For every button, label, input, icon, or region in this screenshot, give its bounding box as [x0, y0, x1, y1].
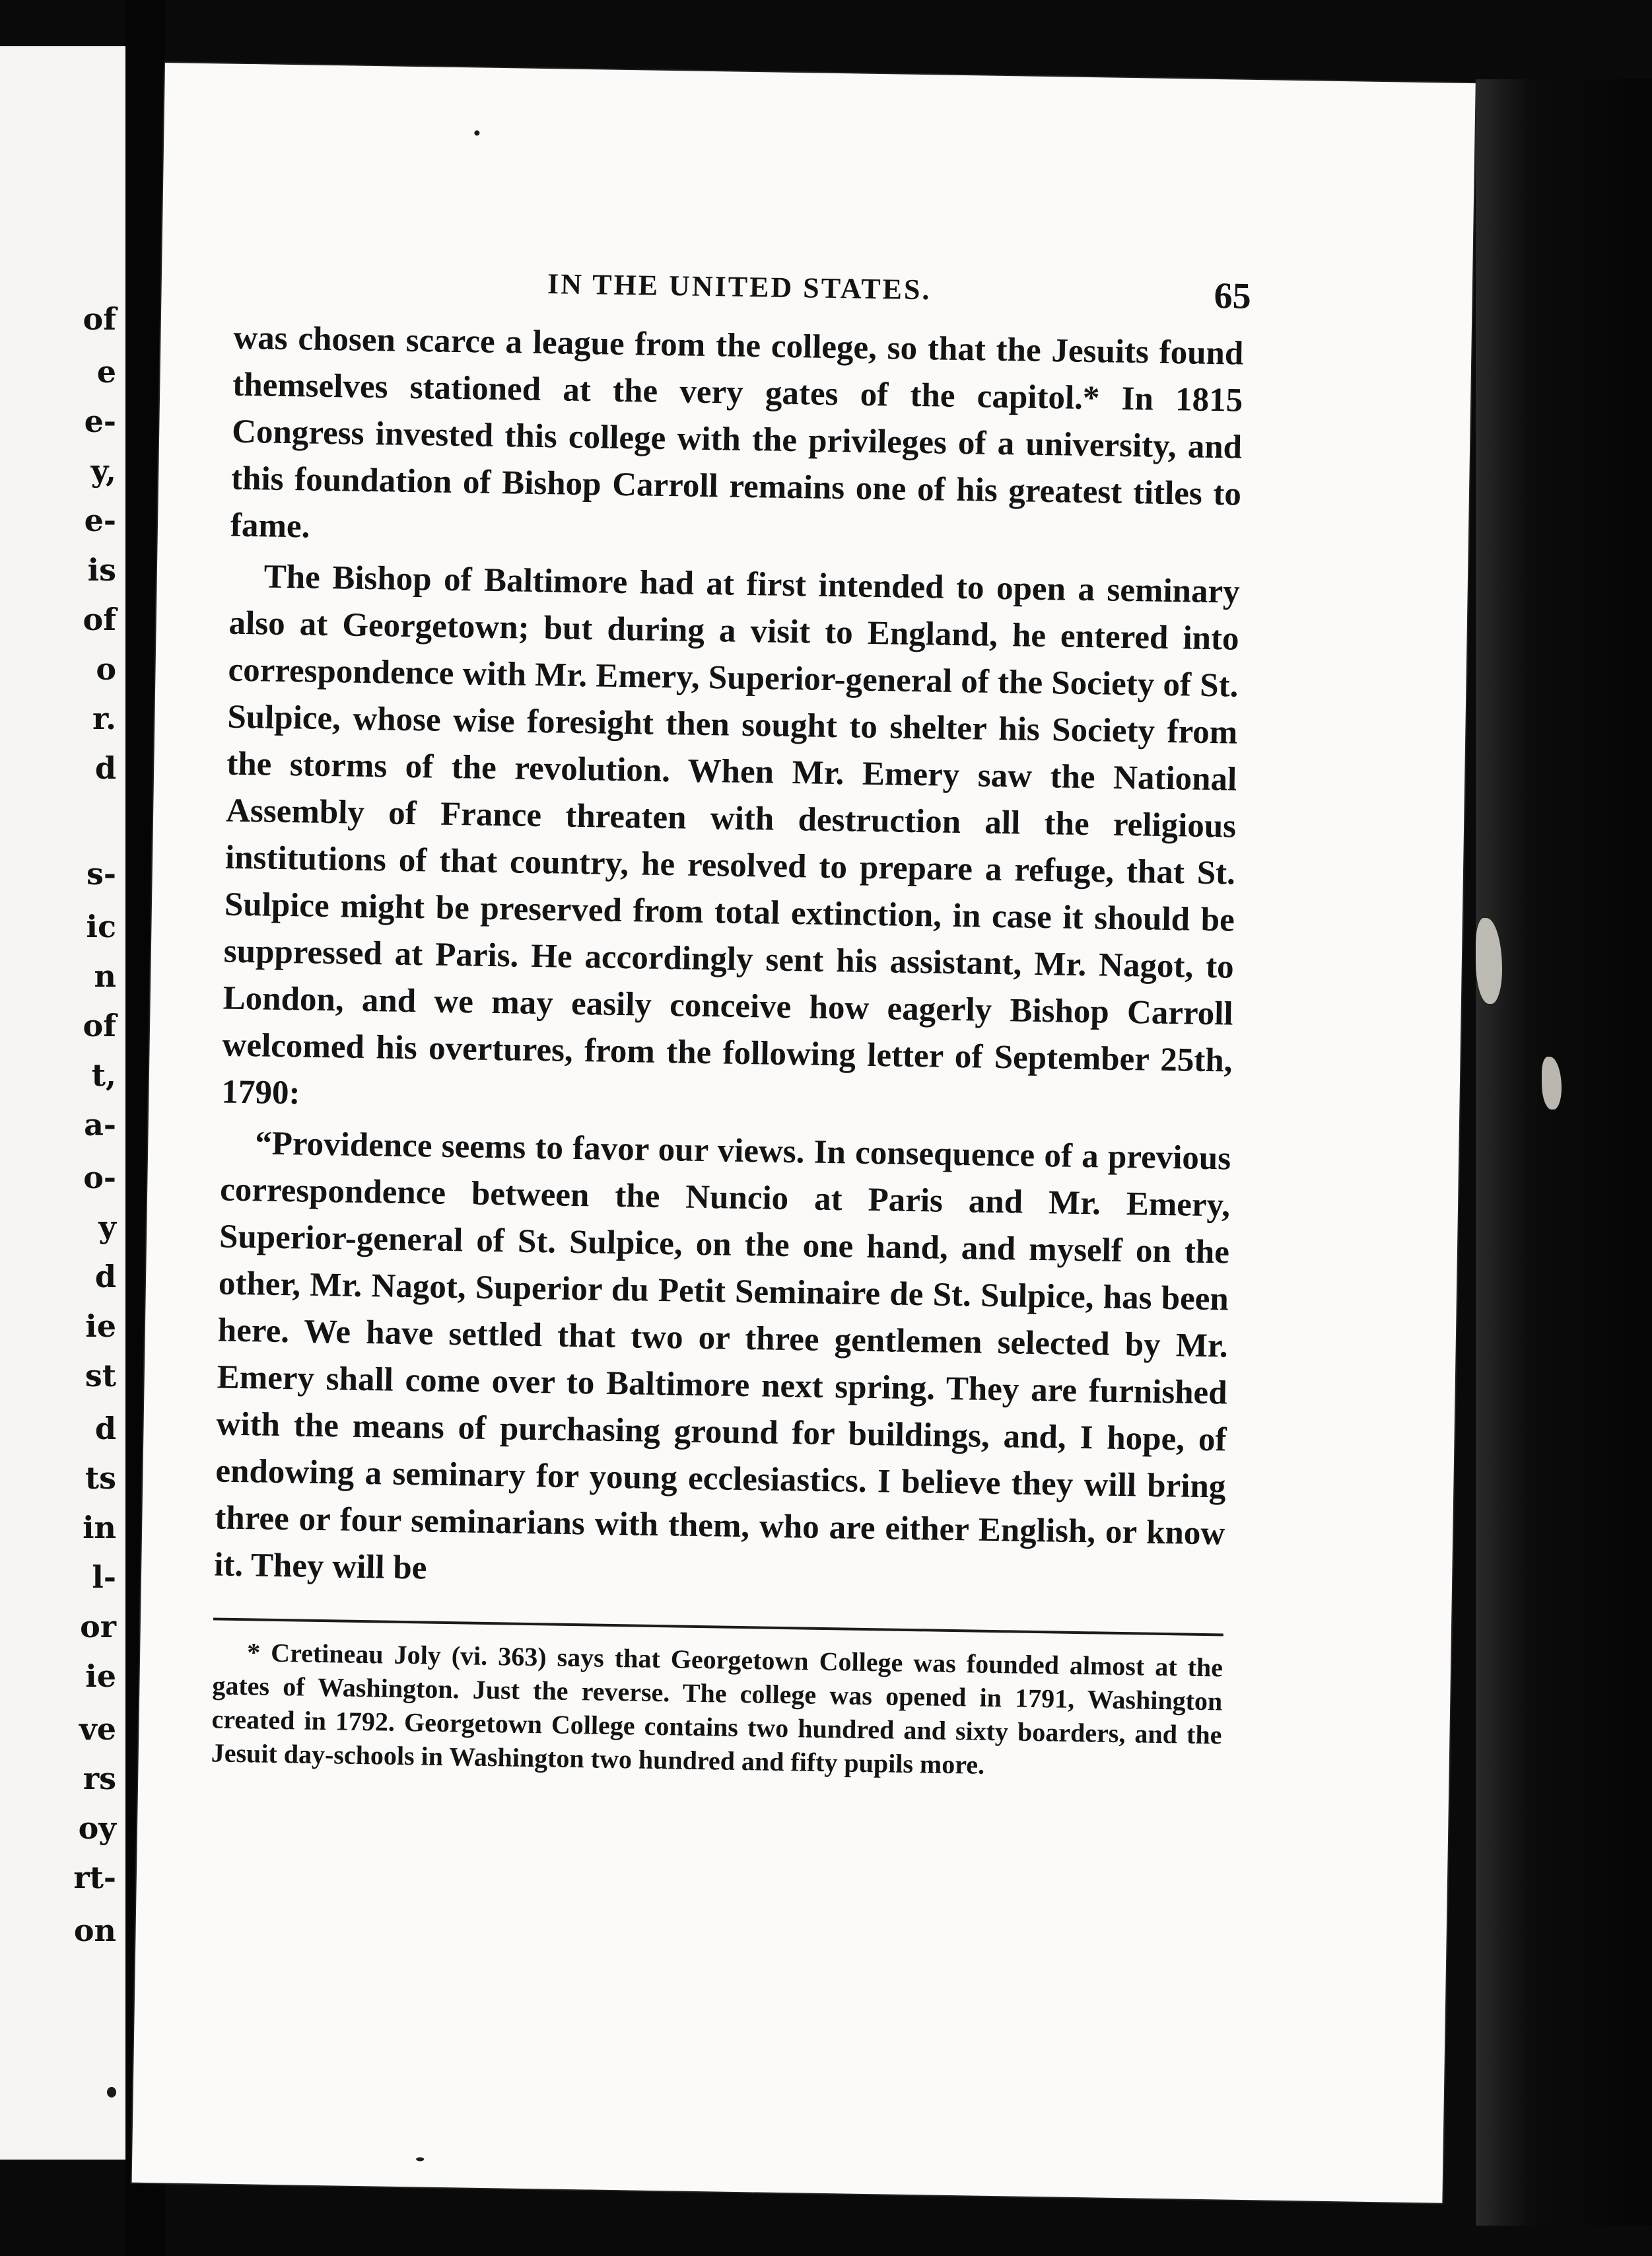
left-page-fragment: a- — [84, 1107, 116, 1143]
footnote-rule — [213, 1617, 1223, 1636]
left-page-fragment: e- — [84, 503, 116, 538]
left-page-fragment: of — [83, 602, 116, 637]
page-number: 65 — [1214, 275, 1252, 317]
page-text-block — [211, 262, 1252, 1786]
left-page-fragment: d — [94, 1259, 116, 1294]
left-page-fragment: ic — [86, 909, 116, 944]
body-text — [214, 315, 1244, 1605]
left-page-fragment: rs — [83, 1761, 116, 1796]
left-page-fragment: d — [94, 750, 116, 786]
running-title: IN THE UNITED STATES. — [547, 267, 932, 306]
page-edge-shadow — [1476, 79, 1652, 2226]
left-page-fragment: of — [83, 1008, 116, 1043]
left-page-fragment: is — [87, 552, 116, 588]
left-page-fragment: ts — [85, 1460, 116, 1496]
left-page-fragment: ve — [79, 1711, 116, 1747]
paper-tear — [1542, 1057, 1562, 1110]
left-page-fragment: d — [94, 1411, 116, 1446]
left-page-fragment: e- — [84, 404, 116, 439]
ink-speck — [416, 2157, 424, 2161]
left-page-fragment: on — [73, 1913, 116, 1948]
footnote: * Cretineau Joly (vi. 363) says that Georgetown College was founded almost at the gates of Washington. Just the reverse. The college was opened in 1791, Washington created in 1792. Georgetown College contains two hundred and sixty boarders, and the Jesuit day-schools in Washington two hundred and fifty pupils more. — [211, 1637, 1223, 1780]
left-page-fragment: ie — [85, 1658, 116, 1694]
left-page-fragment: rt- — [73, 1860, 116, 1895]
left-page-fragment: r. — [92, 701, 116, 736]
left-page-fragment: t, — [91, 1057, 116, 1093]
left-page-fragment: o — [96, 651, 116, 687]
left-page-fragment: y, — [90, 453, 116, 489]
left-facing-page — [0, 46, 131, 2160]
left-page-fragment: e — [96, 354, 116, 390]
left-page-fragment: y — [98, 1209, 116, 1245]
left-page-fragment: in — [83, 1510, 116, 1545]
left-page-fragment: n — [94, 958, 116, 994]
paragraph: “Providence seems to favor our views. In consequence of a previous correspondence between the Nuncio at Paris and Mr. Emery, Superior-general of St. Sulpice, on the one hand, and myself on the other, Mr. Nagot, Superior du Petit Seminaire de St. Sulpice, has been here. We have settled that two or three gentlemen selected by Mr. Emery shall come over to Baltimore next spring. They are furnished with the means of purchasing ground for buildings, and, I hope, of endowing a seminary for young ecclesiastics. I believe they will bring three or four seminarians with them, who are either English, or know it. They will be — [213, 1125, 1231, 1587]
left-page-fragment: st — [85, 1358, 116, 1393]
book-page — [132, 63, 1476, 2203]
left-page-fragment: of — [83, 301, 116, 337]
left-page-fragment: ie — [85, 1308, 116, 1344]
left-page-fragment: s- — [86, 856, 116, 892]
left-page-fragment: l- — [92, 1559, 116, 1595]
paragraph: The Bishop of Baltimore had at first intended to open a seminary also at Georgetown; but during a visit to England, he entered into correspondence with Mr. Emery, Superior-general of the Society of St. Sulpice, whose wise foresight then sought to shelter his Society from the storms of the revolution. When Mr. Emery saw the National Assembly of France threaten with destruction all the religious institutions of that country, he resolved to prepare a refuge, that St. Sulpice might be preserved from total extinction, in case it should be suppressed at Paris. He accordingly sent his assistant, Mr. Nagot, to London, and we may easily conceive how eagerly Bishop Carroll welcomed his overtures, from the following letter of September 25th, 1790: — [221, 558, 1241, 1112]
left-page-fragment: or — [80, 1609, 116, 1644]
paragraph: was chosen scarce a league from the college, so that the Jesuits found themselves stationed at the very gates of the capitol.* In 1815 Congress invested this college with the privileges of a university, and this foundation of Bishop Carroll remains one of his greatest titles to fame. — [230, 319, 1244, 546]
left-page-fragment: o- — [83, 1160, 116, 1195]
paper-tear — [1476, 918, 1502, 1004]
ink-speck — [107, 2087, 116, 2097]
ink-speck — [474, 130, 479, 135]
left-page-fragment: oy — [78, 1810, 116, 1846]
